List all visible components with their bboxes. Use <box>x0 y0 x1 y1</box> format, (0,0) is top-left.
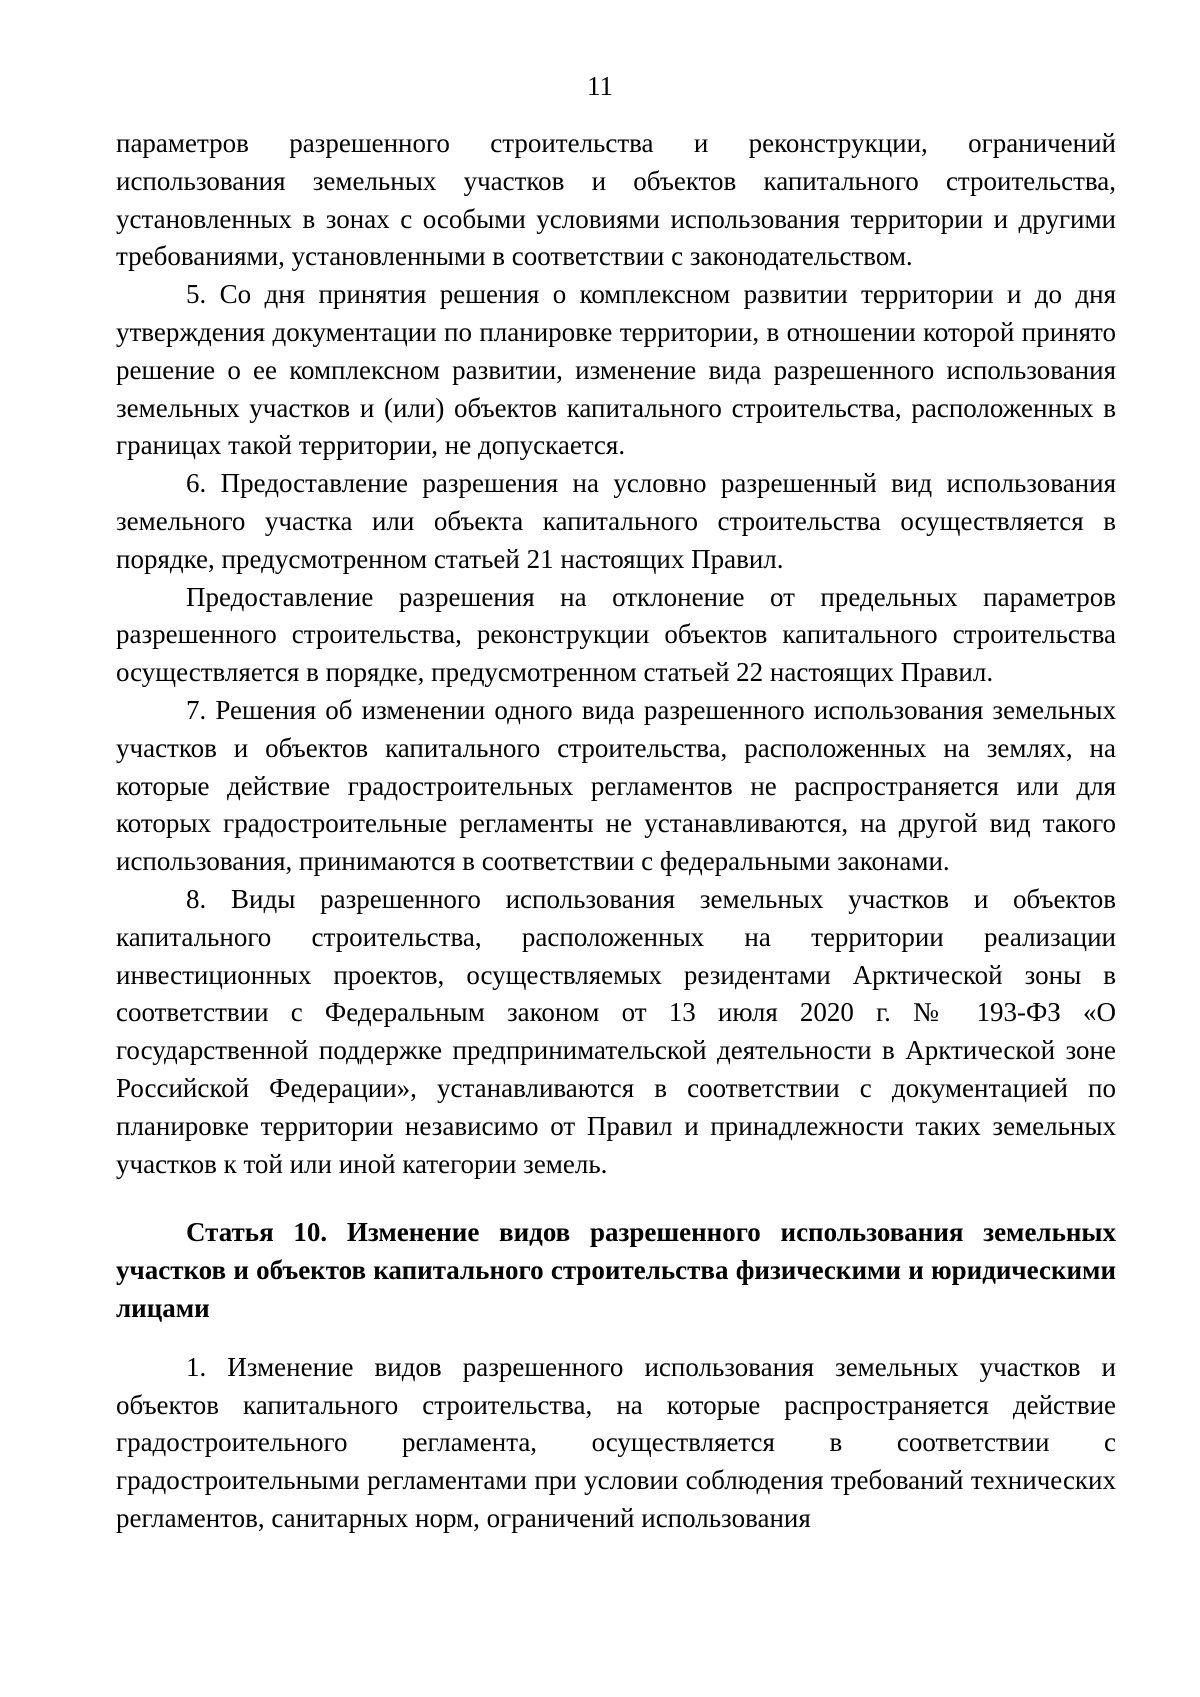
document-body <box>116 125 1116 1538</box>
paragraph-item-5: 5. Со дня принятия решения о комплексном развитии территории и до дня утверждения документации по планировке территории, в отношении которой принято решение о ее комплексном развитии, изменение вида разрешенного использования земельных участков и (или) объектов капитального строительства, расположенных в границах такой территории, не допускается. <box>116 279 1116 461</box>
paragraph-item-7: 7. Решения об изменении одного вида разрешенного использования земельных участков и объектов капитального строительства, расположенных на землях, на которые действие градостроительных регламентов не распространяется или для которых градостроительные регламенты не устанавливаются, на другой вид такого использования, принимаются в соответствии с федеральными законами. <box>116 694 1116 877</box>
paragraph-item-8: 8. Виды разрешенного использования земельных участков и объектов капитального строительства, расположенных на территории реализации инвестиционных проектов, осуществляемых резидентами Арктической зоны в соответствии с Федеральным законом от 13 июля 2020 г. № 193-ФЗ «О государственной поддержке предпринимательской деятельности в Арктической зоне Российской Федерации», устанавливаются в соответствии с документацией по планировке территории независимо от Правил и принадлежности таких земельных участков к той или иной категории земель. <box>116 883 1116 1179</box>
paragraph-article-10-item-1: 1. Изменение видов разрешенного использования земельных участков и объектов капитального строительства, на которые распространяется действие градостроительного регламента, осуществляется в соответствии с градостроительными регламентами при условии соблюдения требований технических регламентов, санитарных норм, ограничений использования <box>116 1351 1116 1533</box>
paragraph-continuation: параметров разрешенного строительства и реконструкции, ограничений использования земельных участков и объектов капитального строительства, установленных в зонах с особыми условиями использования территории и другими требованиями, установленными в соответствии с законодательством. <box>116 128 1116 272</box>
page-number: 11 <box>587 71 613 101</box>
paragraph-item-6: 6. Предоставление разрешения на условно разрешенный вид использования земельного участка или объекта капитального строительства осуществляется в порядке, предусмотренном статьей 21 настоящих Правил. <box>116 468 1116 574</box>
article-10-heading: Статья 10. Изменение видов разрешенного использования земельных участков и объектов капитального строительства физическими и юридическими лицами <box>116 1217 1116 1323</box>
paragraph-item-6-continued: Предоставление разрешения на отклонение от предельных параметров разрешенного строительства, реконструкции объектов капитального строительства осуществляется в порядке, предусмотренном статьей 22 настоящих Правил. <box>116 581 1116 688</box>
